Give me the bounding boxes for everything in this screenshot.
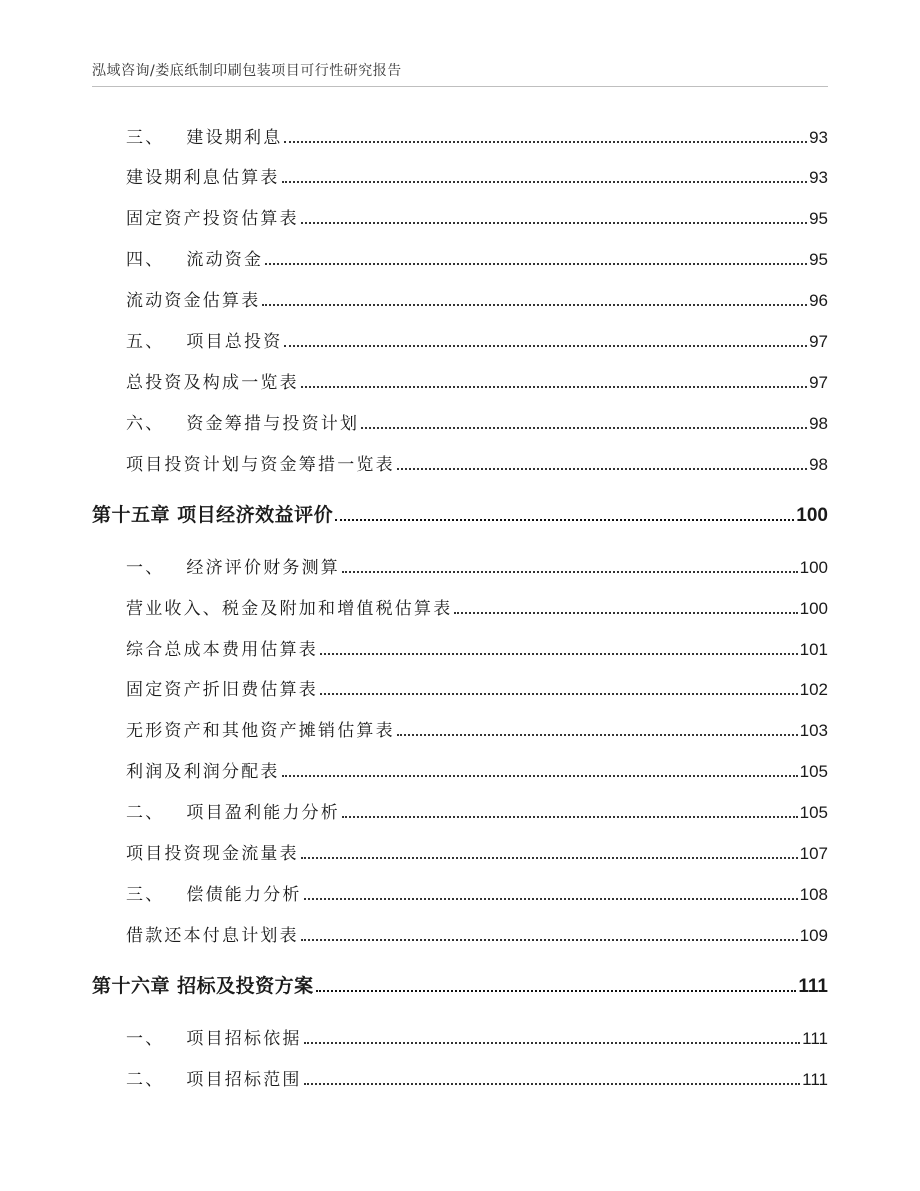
toc-page-number: 100 xyxy=(796,505,828,526)
toc-page-number: 105 xyxy=(799,762,828,781)
toc-entry-text: 利润及利润分配表 xyxy=(126,762,280,782)
toc-entry-label xyxy=(126,675,318,702)
toc-page-number: 102 xyxy=(799,680,828,699)
toc-entry-text: 流动资金估算表 xyxy=(126,291,261,311)
toc-entry-label xyxy=(126,1024,302,1051)
toc-entry[interactable] xyxy=(0,242,920,272)
toc-entry-text: 项目投资计划与资金筹措一览表 xyxy=(126,455,395,475)
toc-entry-text: 固定资产投资估算表 xyxy=(126,209,299,229)
toc-dot-leader xyxy=(284,345,807,347)
toc-entry-text: 营业收入、税金及附加和增值税估算表 xyxy=(126,599,453,619)
toc-entry-label xyxy=(126,880,302,907)
toc-page-number: 108 xyxy=(799,885,828,904)
toc-entry-label xyxy=(126,839,299,866)
toc-entry[interactable] xyxy=(0,365,920,395)
toc-page-number: 111 xyxy=(802,1070,828,1089)
toc-entry-text: 流动资金 xyxy=(186,250,264,270)
toc-entry-label xyxy=(126,327,282,354)
toc-entry-label xyxy=(126,921,299,948)
toc-entry-label xyxy=(126,1065,302,1092)
toc-page-number: 98 xyxy=(809,455,828,474)
toc-dot-leader xyxy=(342,816,798,818)
toc-entry-label xyxy=(126,798,340,825)
toc-chapter-entry[interactable] xyxy=(0,970,920,1000)
toc-entry-label xyxy=(126,163,280,190)
toc-dot-leader xyxy=(397,468,807,470)
toc-entry-label xyxy=(126,757,280,784)
toc-entry-text: 建设期利息 xyxy=(186,128,283,148)
toc-entry-number: 三、 xyxy=(126,885,165,905)
toc-page-number: 111 xyxy=(802,1029,828,1048)
toc-entry-label xyxy=(126,635,318,662)
toc-entry-label xyxy=(92,500,333,529)
toc-entry-label xyxy=(126,286,260,313)
toc-page-number: 95 xyxy=(809,209,828,228)
toc-entry-label xyxy=(92,971,314,1000)
toc-entry-text: 项目盈利能力分析 xyxy=(186,803,341,823)
toc-entry[interactable] xyxy=(0,447,920,477)
toc-entry-number: 一、 xyxy=(126,1029,165,1049)
toc-page-number: 98 xyxy=(809,414,828,433)
toc-entry[interactable] xyxy=(0,795,920,825)
toc-page-number: 103 xyxy=(799,721,828,740)
toc-entry-text: 第十六章 招标及投资方案 xyxy=(92,975,314,997)
toc-entry-text: 项目招标依据 xyxy=(186,1029,302,1049)
toc-entry[interactable] xyxy=(0,918,920,948)
toc-entry[interactable] xyxy=(0,324,920,354)
toc-entry-label xyxy=(126,594,452,621)
toc-entry-text: 偿债能力分析 xyxy=(186,885,302,905)
toc-dot-leader xyxy=(335,519,794,521)
toc-entry-text: 总投资及构成一览表 xyxy=(126,373,299,393)
header-divider xyxy=(92,86,828,87)
toc-page-number: 105 xyxy=(799,803,828,822)
toc-chapter-entry[interactable] xyxy=(0,499,920,529)
toc-dot-leader xyxy=(304,1042,801,1044)
toc-entry-number: 五、 xyxy=(126,332,165,352)
toc-dot-leader xyxy=(282,181,807,183)
toc-entry-text: 项目投资现金流量表 xyxy=(126,844,299,864)
toc-page-number: 93 xyxy=(809,128,828,147)
toc-entry-label xyxy=(126,409,359,436)
toc-entry-label xyxy=(126,245,263,272)
toc-entry-number: 四、 xyxy=(126,250,165,270)
toc-entry[interactable] xyxy=(0,591,920,621)
toc-dot-leader xyxy=(397,734,798,736)
toc-entry-number: 六、 xyxy=(126,414,165,434)
toc-entry[interactable] xyxy=(0,1062,920,1092)
toc-entry[interactable] xyxy=(0,672,920,702)
toc-dot-leader xyxy=(301,939,798,941)
toc-entry[interactable] xyxy=(0,713,920,743)
toc-dot-leader xyxy=(320,693,798,695)
toc-entry[interactable] xyxy=(0,283,920,313)
toc-dot-leader xyxy=(284,141,807,143)
toc-dot-leader xyxy=(262,304,807,306)
toc-dot-leader xyxy=(342,571,798,573)
toc-entry-text: 建设期利息估算表 xyxy=(126,168,280,188)
toc-entry-text: 综合总成本费用估算表 xyxy=(126,640,318,660)
toc-entry[interactable] xyxy=(0,754,920,784)
toc-entry[interactable] xyxy=(0,406,920,436)
toc-page-number: 107 xyxy=(799,844,828,863)
toc-dot-leader xyxy=(304,1083,801,1085)
toc-dot-leader xyxy=(320,653,798,655)
toc-entry[interactable] xyxy=(0,632,920,662)
toc-page-number: 100 xyxy=(799,558,828,577)
toc-page-number: 109 xyxy=(799,926,828,945)
toc-page-number: 97 xyxy=(809,373,828,392)
toc-entry-text: 第十五章 项目经济效益评价 xyxy=(92,504,334,526)
toc-dot-leader xyxy=(282,775,798,777)
toc-entry[interactable] xyxy=(0,160,920,190)
toc-entry-text: 固定资产折旧费估算表 xyxy=(126,680,318,700)
toc-dot-leader xyxy=(304,898,798,900)
toc-page-number: 95 xyxy=(809,250,828,269)
toc-entry-label xyxy=(126,553,340,580)
toc-entry[interactable] xyxy=(0,120,920,150)
toc-dot-leader xyxy=(301,386,807,388)
toc-entry[interactable] xyxy=(0,836,920,866)
toc-entry-label xyxy=(126,716,395,743)
toc-entry[interactable] xyxy=(0,201,920,231)
toc-dot-leader xyxy=(454,612,797,614)
toc-entry-number: 二、 xyxy=(126,1070,165,1090)
toc-entry-label xyxy=(126,123,282,150)
toc-entry[interactable] xyxy=(0,550,920,580)
toc-page-number: 111 xyxy=(798,976,828,997)
toc-entry-label xyxy=(126,368,299,395)
toc-entry-label xyxy=(126,450,395,477)
toc-entry-number: 二、 xyxy=(126,803,165,823)
page-header: 泓域咨询/娄底纸制印刷包装项目可行性研究报告 xyxy=(92,63,402,79)
toc-page-number: 101 xyxy=(799,640,828,659)
toc-entry-text: 无形资产和其他资产摊销估算表 xyxy=(126,721,395,741)
toc-entry-label xyxy=(126,204,299,231)
toc-dot-leader xyxy=(316,990,797,992)
toc-page-number: 100 xyxy=(799,599,828,618)
toc-entry-text: 项目总投资 xyxy=(186,332,283,352)
toc-dot-leader xyxy=(265,263,807,265)
toc-dot-leader xyxy=(301,857,798,859)
toc-page-number: 96 xyxy=(809,291,828,310)
toc-entry-number: 一、 xyxy=(126,558,165,578)
toc-entry[interactable] xyxy=(0,1021,920,1051)
toc-entry[interactable] xyxy=(0,877,920,907)
toc-entry-text: 资金筹措与投资计划 xyxy=(186,414,360,434)
toc-page-number: 97 xyxy=(809,332,828,351)
toc-page-number: 93 xyxy=(809,168,828,187)
toc-entry-text: 借款还本付息计划表 xyxy=(126,926,299,946)
toc-entry-number: 三、 xyxy=(126,128,165,148)
toc-entry-text: 项目招标范围 xyxy=(186,1070,302,1090)
toc-dot-leader xyxy=(301,222,807,224)
toc-dot-leader xyxy=(361,427,807,429)
toc-entry-text: 经济评价财务测算 xyxy=(186,558,341,578)
